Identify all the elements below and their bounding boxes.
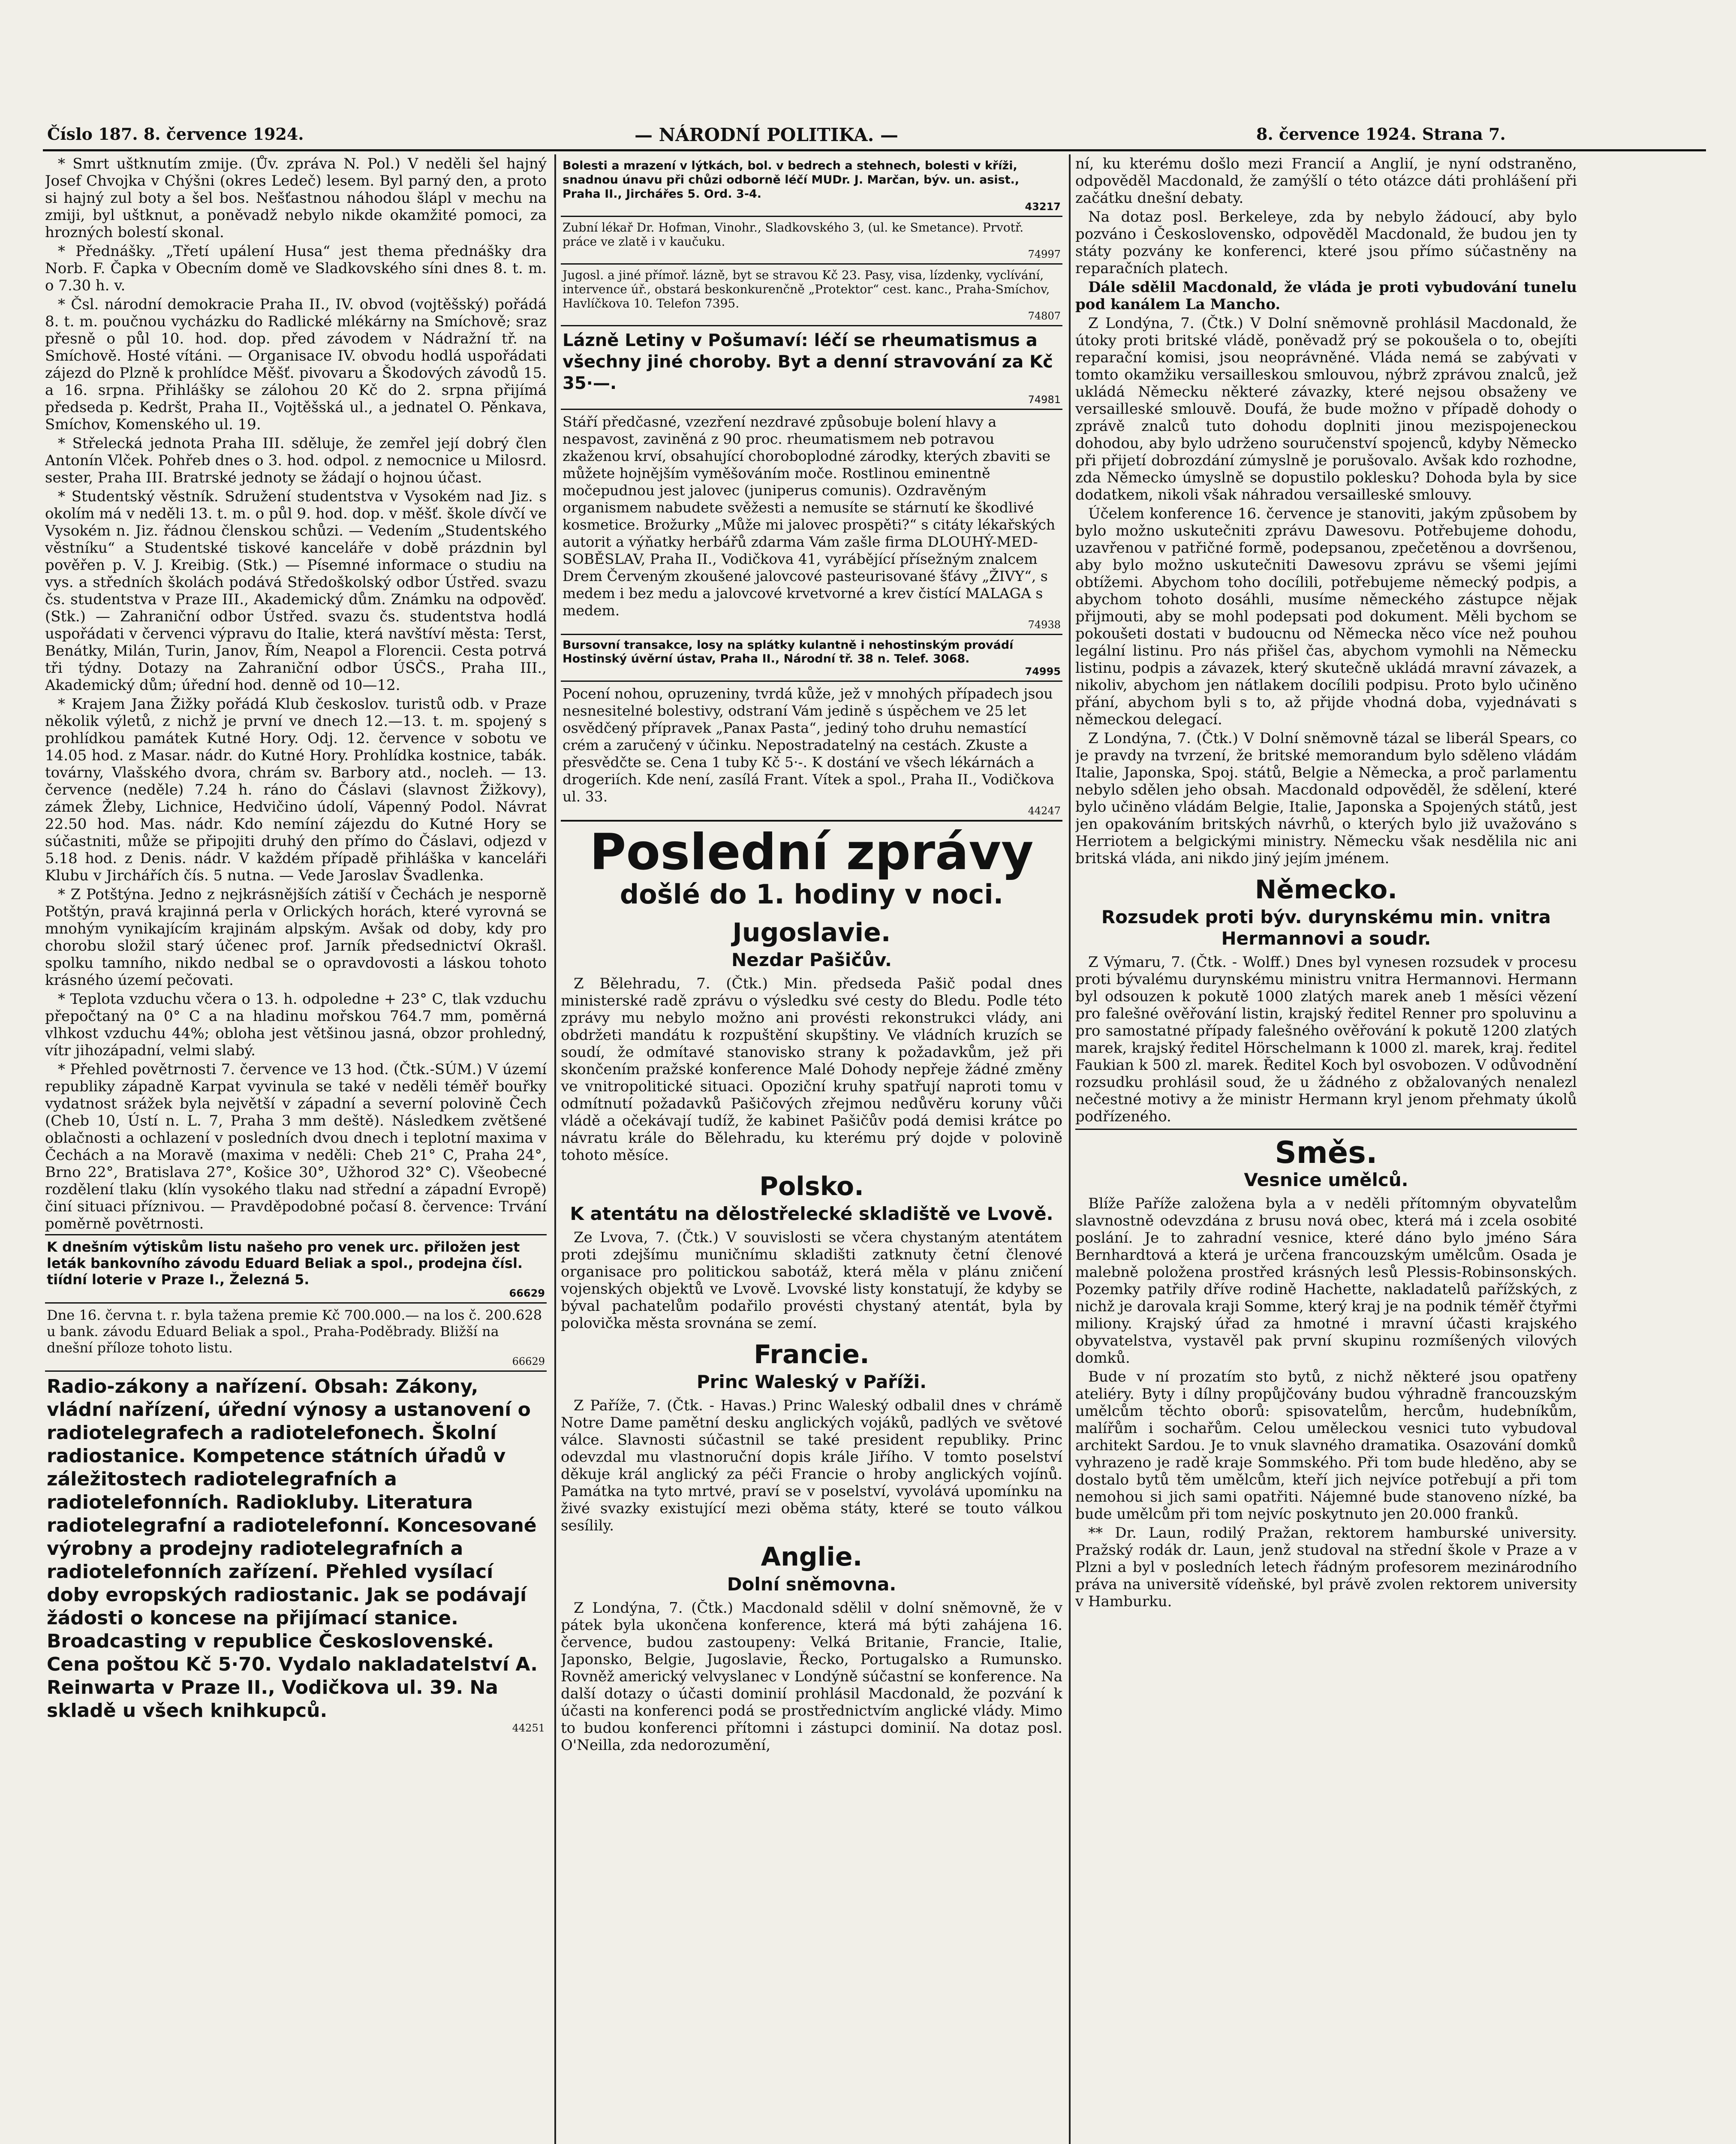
section-heading: Směs. xyxy=(1275,1135,1378,1170)
advert-number: 66629 xyxy=(512,1355,545,1367)
article-text: Bude v ní prozatím sto bytů, z nichž některé jsou opatřeny ateliéry. Byty i dílny propůjčovány budou výhradně francouzským umělcům těchto oborů: spisovatelům, hercům, hudebníkům, malířům i sochařům. Celou uměleckou vesnici tuto vybudoval architekt Sardou. Je to vnuk slavného dramatika. Osazování domků vyhrazeno je radě kraje Sommského. Při tom bude hleděno, aby se dostalo bytů těm umělcům, kteří jich nejvíce potřebují a při tom nemohou si jich sami opatřiti. Nájemné bude stanoveno nízké, ba bude umělcům při tom nejvíc poskytnuto jen 20.000 franků. xyxy=(1075,1368,1577,1523)
advert-travel xyxy=(561,263,1062,325)
advert-number: 74938 xyxy=(1028,619,1061,631)
section-heading: Jugoslavie. xyxy=(732,918,891,948)
advert-text: Bursovní transakce, losy na splátky kulantně i nehostinským provádí Hostinský úvěrní ústav, Praha II., Národní tř. 38 n. Telef. 3068. xyxy=(563,638,1014,665)
news-item: * Teplota vzduchu včera o 13. h. odpoledne + 23° C, tlak vzduchu přepočtaný na 0° C a na hladinu mořskou 764.7 mm, poměrná vlhkost vzduchu 44%; obloha jest většinou jasná, obzor prohledný, vítr jihozápadní, velmi slabý. xyxy=(45,991,547,1059)
latest-news-subtitle: došlé do 1. hodiny v noci. xyxy=(620,879,1004,910)
section-heading: Anglie. xyxy=(761,1542,863,1572)
article-text: Účelem konference 16. července je stanoviti, jakým způsobem by bylo možno uskutečniti zprávu Dawesovu. Potřebujeme dohodu, uzavřenou v patřičné formě, podepsanou, zpečetěnou a dovršenou, aby bylo možno uskutečniti Dawesovu zprávu se všemi jejími obtížemi. Abychom toho docílili, potřebujeme německý podpis, a abychom tohoto dosáhli, musíme německého zástupce nějak přijmouti, aby se mohl podepsati pod dokument. Měli bychom se pokoušeti dostati v budoucnu od Německa něco více než pouhou legální listinu. Pro nás přišel čas, abychom vymohli na Německu listinu, podpis a závazek, který skutečně ukládá mravní závazek, a nikoliv, abychom jen nátlakem docílili podpisu. Proto bylo učiněno přání, abychom byli s to, až přijde vhodná doba, vyjednávati s německou delegací. xyxy=(1075,505,1577,728)
advert-number: 74981 xyxy=(1028,394,1061,406)
page-date-number: 8. července 1924. Strana 7. xyxy=(1256,124,1506,144)
article-text: Na dotaz posl. Berkeleye, zda by nebylo žádoucí, aby bylo pozváno i Československo, odpověděl Macdonald, že budou jen ty státy pozvány ke konferenci, které jsou přímo súčastněny na reparačních platech. xyxy=(1075,208,1577,277)
news-item: * Z Potštýna. Jedno z nejkrásnějších zátiší v Čechách je nesporně Potštýn, pravá krajinná perla v Orlických horách, které vyrovná se mnohým vynikajícím krajinám alpským. Avšak od doby, kdy pro chorobu složil starý účenec prof. Jarník předsednictví Okrašl. spolku tamního, nikdo nedbal se o opravdovosti a láskou tohoto krásného území pečovati. xyxy=(45,886,547,989)
section-rule xyxy=(1075,1129,1577,1130)
article-heading: Dolní sněmovna. xyxy=(727,1574,897,1595)
news-item: * Přednášky. „Třetí upálení Husa“ jest thema přednášky dra Norb. F. Čapka v Obecním domě ve Sladkovského síni dnes 8. t. m. o 7.30 h. v. xyxy=(45,243,547,294)
section-heading: Francie. xyxy=(754,1340,870,1370)
advert-text: K dnešním výtiskům listu našeho pro venek urc. přiložen jest leták bankovního závodu Eduard Beliak a spol., prodejna čísl. tiídní loterie v Praze I., Železná 5. xyxy=(47,1239,523,1288)
article-text: Z Výmaru, 7. (Čtk. - Wolff.) Dnes byl vynesen rozsudek v procesu proti bývalému durynskému ministru vnitra Hermannovi. Hermann byl odsouzen k pokutě 1000 zlatých marek aneb 1 měsíci vězení pro falešné ověřování listin, krajský ředitel Renner pro spoluvinu a pro samostatné případy falešného ověřování k pokutě 1200 zlatých marek, krajský ředitel Hörschelmann k 1000 zl. marek, kraj. ředitel Faukian k 500 zl. marek. Ředitel Koch byl osvobozen. V odůvodnění rozsudku prohlásil soud, že u žádného z obžalovaných nenalezl nečestné motivy a že ministr Hermann kryl jenom přehmaty úkolů podřízeného. xyxy=(1075,954,1577,1125)
column-divider-1 xyxy=(554,154,556,2144)
advert-bank xyxy=(561,634,1062,681)
news-item: * Střelecká jednota Praha III. sděluje, že zemřel její dobrý člen Antonín Vlček. Pohřeb dnes o 3. hod. odpol. z nemocnice u Milosrd. sester, Praha III. Bratrské jednoty se žádají o hojnou účast. xyxy=(45,435,547,486)
advert-spa xyxy=(561,325,1062,409)
newspaper-masthead: — NÁRODNÍ POLITIKA. — xyxy=(635,124,899,145)
advert-number: 66629 xyxy=(509,1287,545,1299)
article-text: Z Londýna, 7. (Čtk.) Macdonald sdělil v dolní sněmovně, že v pátek byla ukončena konference, která má býti zahájena 16. července, budou zastoupeny: Velká Britanie, Francie, Italie, Japonsko, Belgie, Jugoslavie, Řecko, Portugalsko a Rumunsko. Rovněž americký velvyslanec v Londýně súčastní se konference. Na další dotazy o účasti dominií prohlásil Macdonald, že pozvání k účasti na konferenci podá se prostřednictvím anglické vlády. Mimo to budou konferenci přítomni i zástupci dominií. Na dotaz posl. O'Neilla, zda nedorozumění, xyxy=(561,1599,1062,1754)
column-3 xyxy=(1075,155,1577,2144)
article-heading: K atentátu na dělostřelecké skladiště ve Lvově. xyxy=(570,1203,1053,1224)
column-1 xyxy=(45,155,547,2144)
advert-number: 43217 xyxy=(1025,201,1061,213)
advert-panax xyxy=(561,681,1062,822)
header-rule xyxy=(43,149,1706,151)
advert-text: Zubní lékař Dr. Hofman, Vinohr., Sladkovského 3, (ul. ke Smetance). Prvotř. práce ve zlatě i v kaučuku. xyxy=(563,220,1024,249)
advert-text: Jugosl. a jiné přímoř. lázně, byt se stravou Kč 23. Pasy, visa, lízdenky, vyclívání, intervence úř., obstará beskonkurenčně „Protektor“ cest. kanc., Praha-Smíchov, Havlíčkova 10. Telefon 7395. xyxy=(563,268,1050,310)
advert-text: Dne 16. června t. r. byla tažena premie Kč 700.000.— na los č. 200.628 u bank. závodu Eduard Beliak a spol., Praha-Poděbrady. Bližší na dnešní příloze tohoto listu. xyxy=(47,1307,542,1356)
column-divider-2 xyxy=(1069,154,1071,2144)
advert-supplement xyxy=(45,1234,547,1302)
advert-juniper xyxy=(561,409,1062,634)
article-heading: Vesnice umělců. xyxy=(1244,1169,1408,1190)
advert-number: 44247 xyxy=(1028,805,1061,817)
news-item: * Studentský věstník. Sdružení studentstva v Vysokém nad Jiz. s okolím má v neděli 13. t. m. o půl 9. hod. dop. v měšť. škole dívčí ve Vysokém n. Jiz. řádnou členskou schůzi. — Vedením „Studentského věstníku“ a Studentské tiskové kanceláře v době prázdnin byl pověřen p. V. J. Kreibig. (Stk.) — Písemné informace o studiu na vys. a středních školách podává Středoškolský odbor Ústřed. svazu čs. studentstva v Praze III., Akademický dům. Známku na odpověď. (Stk.) — Zahraniční odbor Ústřed. svazu čs. studentstva hodlá uspořádati v červenci výpravu do Italie, která navštíví města: Terst, Benátky, Milán, Turin, Janov, Řím, Neapol a Florencii. Cesta potrvá tři týdny. Dotazy na Zahraniční odbor ÚSČS., Praha III., Akademický dům; úřední hod. denně od 10—12. xyxy=(45,488,547,694)
article-text: Blíže Paříže založena byla a v neděli přítomným obyvatelům slavnostně odevzdána z brusu nová obec, která má i zcela osobité poslání. Je to zahradní vesnice, které dáno bylo jméno Sára Bernhardtová a která je určena francouzským umělcům. Osada je malebně položena prostřed krásných lesů Plessis-Robinsonských. Pozemky patřily dříve rodině Hachette, nakladatelů pařížských, z nichž je darovala kraji Somme, který kraj je na podnik téměř čtyřmi miliony. Krajský úřad za hmotné i mravní účasti krajského obyvatelstva, vystavěl pak první skupinu rozmíšených vilových domků. xyxy=(1075,1195,1577,1367)
news-item: * Krajem Jana Žižky pořádá Klub českoslov. turistů odb. v Praze několik výletů, z nichž je první ve dnech 12.—13. t. m. spojený s prohlídkou památek Kutné Hory. Odj. 12. července v sobotu ve 14.05 hod. z Masar. nádr. do Kutné Hory. Prohlídka kostnice, tabák. továrny, Vlašského dvora, chrám sv. Barbory atd., nocleh. — 13. července (neděle) 7.24 h. ráno do Čáslavi (slavnost Žižkovy), zámek Žleby, Lichnice, Hedvičino údolí, Vápenný Podol. Návrat 22.50 hod. Mas. nádr. Kdo nemíní zájezdu do Kutné Hory se súčastniti, může se připojiti druhý den přímo do Čáslavi, odjezd v 5.18 hod. z Denis. nádr. V každém případě přihláška v kanceláři Klubu v Jirchářích čís. 5 nutna. — Vede Jaroslav Švadlenka. xyxy=(45,696,547,884)
article-text: Z Paříže, 7. (Čtk. - Havas.) Princ Waleský odbalil dnes v chrámě Notre Dame pamětní desku anglických vojáků, padlých ve světové válce. Slavnosti súčastnil se také president republiky. Princ odevzdal mu vlastnoruční dopis krále Jiřího. V tomto poselství děkuje král anglický za péči Francie o hroby anglických vojínů. Památka na tyto mrtvé, praví se v poselství, vyvolává upomínku na živé svazky existující mezi oběma státy, které se touto válkou sesílily. xyxy=(561,1397,1062,1534)
advert-dentist xyxy=(561,216,1062,263)
advert-text: Bolesti a mrazení v lýtkách, bol. v bedrech a stehnech, bolesti v kříži, snadnou únavu při chůzi odborně léčí MUDr. J. Marčan, býv. un. asist., Praha II., Jirchářes 5. Ord. 3-4. xyxy=(563,159,1020,201)
article-text: Z Londýna, 7. (Čtk.) V Dolní sněmovně prohlásil Macdonald, že útoky proti britské vládě, poněvadž prý se pokoušela o to, obejíti reparační komisi, jsou neoprávněné. Vláda nemá se zabývati v tomto okamžiku versailleskou smlouvou, nýbrž zprávou znalců, jež ukládá Německu některé závazky, které nejsou obsaženy ve versailleské smlouvě. Doufá, že bude možno v případě dohody o zprávě znalců tuto dohodu doplniti jinou mezispojeneckou dohodou, aby bylo udrženo souručenství spojenců, kdyby Německo při přijetí dobrozdání zúmyslně je porušovalo. Avšak kdo rozhodne, zda Německo úmyslně se dopustilo poklesku? Dohoda byla by sice dodatkem, nikoli však náhradou versailleské smlouvy. xyxy=(1075,315,1577,503)
advert-text: Lázně Letiny v Pošumaví: léčí se rheumatismus a všechny jiné choroby. Byt a denní stravování za Kč 35·—. xyxy=(563,331,1053,393)
advert-radio-laws xyxy=(45,1370,547,1737)
advert-number: 74807 xyxy=(1028,310,1061,322)
section-heading: Polsko. xyxy=(759,1171,864,1201)
section-heading: Německo. xyxy=(1255,875,1397,905)
advert-text: Pocení nohou, opruzeniny, tvrdá kůže, jež v mnohých případech jsou nesnesitelné bolestivy, odstraní Vám jedině s úspěchem ve 25 let osvědčený přípravek „Panax Pasta“, jediný toho druhu nemastící crém a zaručený v účinku. Nepostradatelný na cestách. Zkuste a přesvědčte se. Cena 1 tuby Kč 5·-. K dostání ve všech lékárnách a drogeriích. Kde není, zasílá Frant. Vítek a spol., Praha II., Vodičkova ul. 33. xyxy=(563,685,1054,805)
advert-doctor xyxy=(561,155,1062,216)
issue-number-date: Číslo 187. 8. července 1924. xyxy=(47,124,304,144)
advert-number: 74997 xyxy=(1028,248,1061,260)
advert-number: 74995 xyxy=(1025,665,1061,678)
advert-lottery xyxy=(45,1302,547,1370)
article-text: ní, ku kterému došlo mezi Francií a Anglií, je nyní odstraněno, odpověděl Macdonald, že zamýšlí o této otázce dáti prohlášení při začátku dnešní debaty. xyxy=(1075,155,1577,207)
article-text: Z Londýna, 7. (Čtk.) V Dolní sněmovně tázal se liberál Spears, co je pravdy na tvrzení, že britské memorandum bylo sděleno vládám Italie, Japonska, Spoj. států, Belgie a Německa, a proč parlamentu nebylo sdělen jeho obsah. Macdonald odpověděl, že sdělení, které bylo učiněno vládám Belgie, Italie, Japonska a Spojených států, jest jen opakováním britských návrhů, o kterých bylo již uvažováno s Herriotem a belgickými ministry. Německu však nesdělila nic ani britská vláda, ani nikdo jiný jejím jménem. xyxy=(1075,730,1577,867)
advert-text: Stáří předčasné, vzezření nezdravé způsobuje bolení hlavy a nespavost, zaviněná z 90 proc. rheumatismem neb potravou zkaženou krví, obsahující choroboplodné zárodky, kterých zbaviti se můžete hojnějším vyměšováním moče. Rostlinou eminentně močepudnou jest jalovec (juniperus comunis). Ozdravěným organismem nabudete svěžesti a nemusíte se stárnutí ke škodlivé kosmetice. Brožurky „Může mi jalovec prospěti?“ s citáty lékařských autorit a výňatky herbářů zdarma Vám zašle firma DLOUHÝ-MED-SOBĚSLAV, Praha II., Vodičkova 41, vyrábějící přísežným znalcem Drem Červeným zkoušené jalovcové pasteurisované šťávy „ŽIVY“, s medem i bez medu a jalovcové krvetvorné a krev čistící MALAGA s medem. xyxy=(563,413,1056,619)
article-heading: Nezdar Pašičův. xyxy=(731,949,892,970)
article-text: Z Bělehradu, 7. (Čtk.) Min. předseda Pašič podal dnes ministerské radě zprávu o výsledku své cesty do Bledu. Podle této zprávy mu nebylo možno ani provésti rekonstrukci vlády, ani obdržeti mandátu k rozpuštění skupštiny. Ve vládních kruzích se soudí, že odmítavé stanovisko strany k požadavkům, jež při skončením pražské konference Malé Dohody nepřeje žádné změny ve vnitropolitické situaci. Opoziční kruhy spatřují naproti tomu v odmítnutí požadavků Pašičových zřejmou nedůvěru koruny vůči vládě a očekávají tudíž, že kabinet Pašičův podá demisi krátce po návratu krále do Bělehradu, ku kterému prý dojde v polovině tohoto měsíce. xyxy=(561,975,1062,1164)
news-item: * Přehled povětrnosti 7. července ve 13 hod. (Čtk.-SÚM.) V území republiky západně Karpat vyvinula se také v neděli téměř bouřky vydatnost srážek byla největší v západní a severní polovině Čech (Cheb 10, Ústí n. L. 7, Praha 3 mm deště). Následkem zvětšené oblačnosti a ochlazení v posledních dvou dnech i teplotní maxima v Čechách a na Moravě (maxima v neděli: Cheb 21° C, Praha 24°, Brno 22°, Bratislava 27°, Košice 30°, Užhorod 32° C). Všeobecné rozdělení tlaku (klín vysokého tlaku nad střední a západní Evropě) činí situaci příznivou. — Pravděpodobné počasí 8. července: Trvání poměrně povětrnosti. xyxy=(45,1061,547,1232)
latest-news-title: Poslední zprávy xyxy=(590,823,1034,881)
article-text: Dále sdělil Macdonald, že vláda je proti vybudování tunelu pod kanálem La Mancho. xyxy=(1075,279,1577,313)
news-item: * Čsl. národní demokracie Praha II., IV. obvod (vojtěšský) pořádá 8. t. m. poučnou vycházku do Radlické mlékárny na Smíchově; sraz přesně o půl 10. hod. dop. před závodem v Nádražní tř. na Smíchově. Hosté vítáni. — Organisace IV. obvodu hodlá uspořádati zájezd do Plzně k prohlídce Měšť. pivovaru a Škodových závodů 15. a 16. srpna. Přihlášky se zálohou 20 Kč do 2. srpna přijímá předseda p. Kedršt, Praha II., Vojtěšská ul., a jednatel O. Pěnkava, Smíchov, Komenského ul. 19. xyxy=(45,296,547,433)
news-item: * Smrt uštknutím zmije. (Ův. zpráva N. Pol.) V neděli šel hajný Josef Chvojka v Chýšni (okres Ledeč) lesem. Byl parný den, a proto si hajný zul boty a šel bos. Nešťastnou náhodou šlápl v mechu na zmiji, byl uštknut, a poněvadž nebylo nikde okamžité pomoci, za hrozných bolestí skonal. xyxy=(45,155,547,241)
advert-number: 44251 xyxy=(512,1722,545,1734)
article-text: Ze Lvova, 7. (Čtk.) V souvislosti se včera chystaným atentátem proti zdejšímu muničnímu skladišti zatknuty četní členové organisace pro politickou sabotáž, která měla v plánu zničení vojenských objektů ve Lvově. Lvovské listy konstatují, že kdyby se býval pachatelům podařilo provésti chystaný atentát, byla by polovička města srovnána se zemí. xyxy=(561,1229,1062,1332)
article-text: ** Dr. Laun, rodilý Pražan, rektorem hamburské university. Pražský rodák dr. Laun, jenž studoval na střední škole v Praze a v Plzni a byl v posledních letech řádným profesorem mezinárodního práva na universitě vídeňské, byl právě zvolen rektorem university v Hamburku. xyxy=(1075,1524,1577,1610)
column-2 xyxy=(561,155,1062,2144)
article-heading: Princ Waleský v Paříži. xyxy=(696,1371,927,1392)
article-heading: Rozsudek proti býv. durynskému min. vnitra Hermannovi a soudr. xyxy=(1101,906,1551,949)
advert-text: Radio-zákony a nařízení. Obsah: Zákony, vládní nařízení, úřední výnosy a ustanovení o radiotelegrafech a radiotelefonech. Školní radiostanice. Kompetence státních úřadů v záležitostech radiotelegrafních a radiotelefonních. Radiokluby. Literatura radiotelegrafní a radiotelefonní. Koncesované výrobny a prodejny radiotelegrafních a radiotelefonních zařízení. Přehled vysílací doby evropských radiostanic. Jak se podávají žádosti o koncese na přijímací stanice. Broadcasting v republice Československé. Cena poštou Kč 5·70. Vydalo nakladatelství A. Reinwarta v Praze II., Vodičkova ul. 39. Na skladě u všech knihkupců. xyxy=(47,1376,538,1722)
